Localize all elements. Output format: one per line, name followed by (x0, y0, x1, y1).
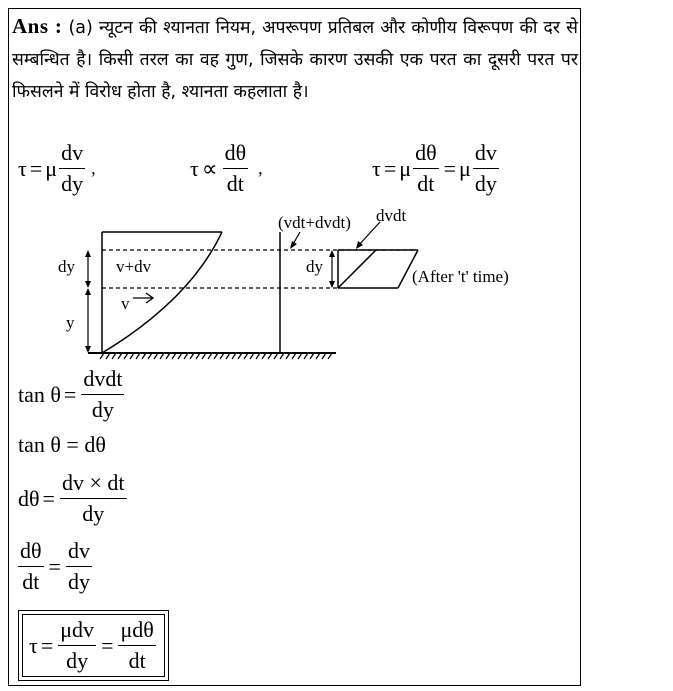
answer-part: (a) (68, 18, 93, 38)
fraction: $\frac{\text{dvdt}}{dy}$ (83, 366, 123, 422)
arrow-head (329, 250, 335, 257)
arrow-head (85, 346, 91, 353)
label-vdt-dvdt: (vdt+dvdt) (278, 213, 351, 232)
label-dy-left: dy (58, 257, 75, 276)
arrow-head (85, 288, 91, 295)
derivation-tan-theta-dtheta: tan θ = dθ (18, 432, 106, 457)
arrow-head (329, 281, 335, 288)
element-diagonal (338, 250, 376, 288)
arrow-head (85, 250, 91, 257)
answer-prefix: Ans : (12, 14, 63, 38)
derivation-tan-theta: tan θ = $\frac{\text{dvdt}}{dy}$ (18, 366, 123, 422)
equation-combined: τ = μ $\frac{d\theta}{dt}$ = μ $\frac{dv}{dy}$ (372, 140, 497, 196)
derivation-ratio: $\frac{d\theta}{dt}$ = $\frac{dv}{dy}$ (20, 538, 90, 594)
fraction: $\frac{\text{μdθ}}{dt}$ (120, 617, 154, 673)
fraction: $\frac{\text{μdv}}{dy}$ (60, 617, 95, 673)
fraction: $\frac{d\theta}{dt}$ (415, 140, 437, 196)
label-y: y (66, 313, 75, 332)
final-result-box: τ = $\frac{\text{μdv}}{dy}$ = $\frac{\text{μdθ}}{dt}$ (22, 614, 165, 677)
fraction: $\frac{dv}{dy}$ (67, 538, 90, 594)
label-v: v (121, 294, 130, 313)
answer-text: न्यूटन की श्यानता नियम, अपरूपण प्रतिबल और कोणीय विरूपण की दर से सम्बन्धित है। किसी तरल का वह गुण, जिसके कारण उसकी एक परत का दूसरी परत पर फिसलने में विरोध होता है, श्यानता कहलाता है। (12, 18, 578, 102)
fraction: $\frac{dv}{dy}$ (61, 140, 84, 196)
pointer-dvdt (358, 222, 380, 246)
label-dy-right: dy (306, 257, 323, 276)
equation-proportional: τ ∝ $\frac{d\theta}{dt}$ , (190, 140, 263, 196)
label-v-plus-dv: v+dv (116, 257, 152, 276)
derivation-dtheta: dθ = $\frac{dv \times dt}{dy}$ (18, 470, 125, 526)
fraction: $\frac{dv \times dt}{dy}$ (61, 470, 125, 526)
equation-newton-law: τ = μ $\frac{dv}{dy}$ , (18, 140, 96, 196)
fraction: $\frac{d\theta}{dt}$ (224, 140, 247, 196)
arrow-head (290, 241, 297, 249)
fraction: $\frac{dv}{dy}$ (474, 140, 497, 196)
label-dvdt: dvdt (376, 206, 407, 225)
arrow-head (85, 281, 91, 288)
fraction: $\frac{d\theta}{dt}$ (20, 538, 42, 594)
label-after-time: (After 't' time) (412, 267, 509, 286)
